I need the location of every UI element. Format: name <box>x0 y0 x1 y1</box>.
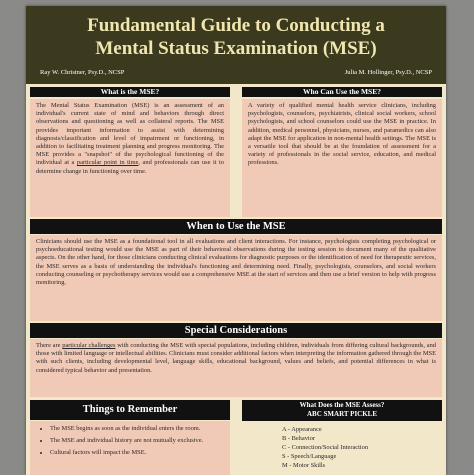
assess-item: B - Behavior <box>282 435 316 442</box>
assess-item: M - Motor Skills <box>282 462 326 469</box>
assess-item: C - Connection/Social Interaction <box>282 444 369 451</box>
things-item: • The MSE and individual history are not mutually exclusive. <box>50 437 222 445</box>
special-text-a: There are <box>36 342 63 349</box>
assess-item: A - Appearance <box>282 426 322 433</box>
assess-heading-line-1: What Does the MSE Assess? <box>299 401 385 409</box>
assess-list <box>242 421 442 470</box>
special-underline: particular challenges <box>62 342 116 349</box>
things-item: • The MSE begins as soon as the individual enters the room. <box>50 425 222 433</box>
what-is-heading: What is the MSE? <box>30 87 230 97</box>
special-heading: Special Considerations <box>30 323 442 338</box>
author-right: Julia M. Hollinger, Psy.D., NCSP <box>344 69 432 76</box>
author-left: Ray W. Christner, Psy.D., NCSP <box>40 69 125 76</box>
title-line-1: Fundamental Guide to Conducting a <box>87 15 385 36</box>
things-list <box>30 421 230 458</box>
things-panel <box>30 421 230 475</box>
things-heading: Things to Remember <box>30 400 230 420</box>
who-can-body: A variety of qualified mental health service clinicians, including psychologists, counselors, psychiatrists, clinical social workers, school psychologists, and school counselors could use the MSE in practice. In addition, medical personnel, physicians, nurses, and paramedics can also adapt the MSE for application in non-mental health settings. The MSE is a versatile tool that should be at the foundation of assessment for a variety of professionals in the social service, education, and medical professions. <box>248 102 436 167</box>
when-heading: When to Use the MSE <box>30 219 442 234</box>
poster-header <box>26 6 446 84</box>
assess-item: S - Speech/Language <box>282 453 337 460</box>
special-body <box>30 339 442 378</box>
assess-heading-line-2: ABC SMART PICKLE <box>306 410 378 418</box>
what-is-panel <box>30 99 230 217</box>
who-can-heading: Who Can Use the MSE? <box>242 87 442 97</box>
things-item: • Cultural factors will impact the MSE. <box>50 449 222 457</box>
what-is-underline: particular point in time <box>76 159 139 167</box>
what-is-body <box>30 99 230 179</box>
when-panel <box>30 235 442 321</box>
poster <box>26 6 446 475</box>
title-line-2: Mental Status Examination (MSE) <box>95 38 377 59</box>
what-is-text-b: , and professionals can use it to determine change in functioning over time. <box>36 159 224 175</box>
assess-heading <box>242 400 442 421</box>
who-can-panel <box>242 99 442 217</box>
poster-title <box>26 14 446 60</box>
special-panel <box>30 339 442 397</box>
special-text-b: with conducting the MSE with special populations, including children, individuals from differing cultural backgrounds, and those with limited language or intellectual abilities. Clinicians must consider additional factors when interpreting the information gathered through the MSE with such clients, including developmental level, language skills, educational background, values and beliefs, and potential differences in what is considered typical behavior and presentation. <box>36 342 436 374</box>
assess-panel <box>242 421 442 475</box>
when-body: Clinicians should use the MSE as a foundational tool in all evaluations and client interactions. For instance, psychologists completing psychological or psychoeducational testing would use the MSE as part of their behavioral observations during the testing session to document many of the qualitative aspects. On the other hand, for those clinicians conducting clinical evaluations for diagnostic purposes or the identification of need for therapeutic services, the MSE serves as a basis of understanding the individual's functioning and determining need. Finally, psychologists, counselors, and social workers conducting counseling or psychotherapy services would use a comprehensive MSE at the start of services and then use a brief version to help with progress monitoring. <box>36 238 436 287</box>
what-is-text-a: The Mental Status Examination (MSE) is an assessment of an individual's current state of mind and behaviors through direct observations and questioning as well as collateral reports. The MSE provides important information to assist with determining diagnosis/classification and level of impairment or functioning, in addition to facilitating treatment planning and progress monitoring. The MSE provides a "snapshot" of the psychological functioning of the individual at a <box>36 102 224 167</box>
